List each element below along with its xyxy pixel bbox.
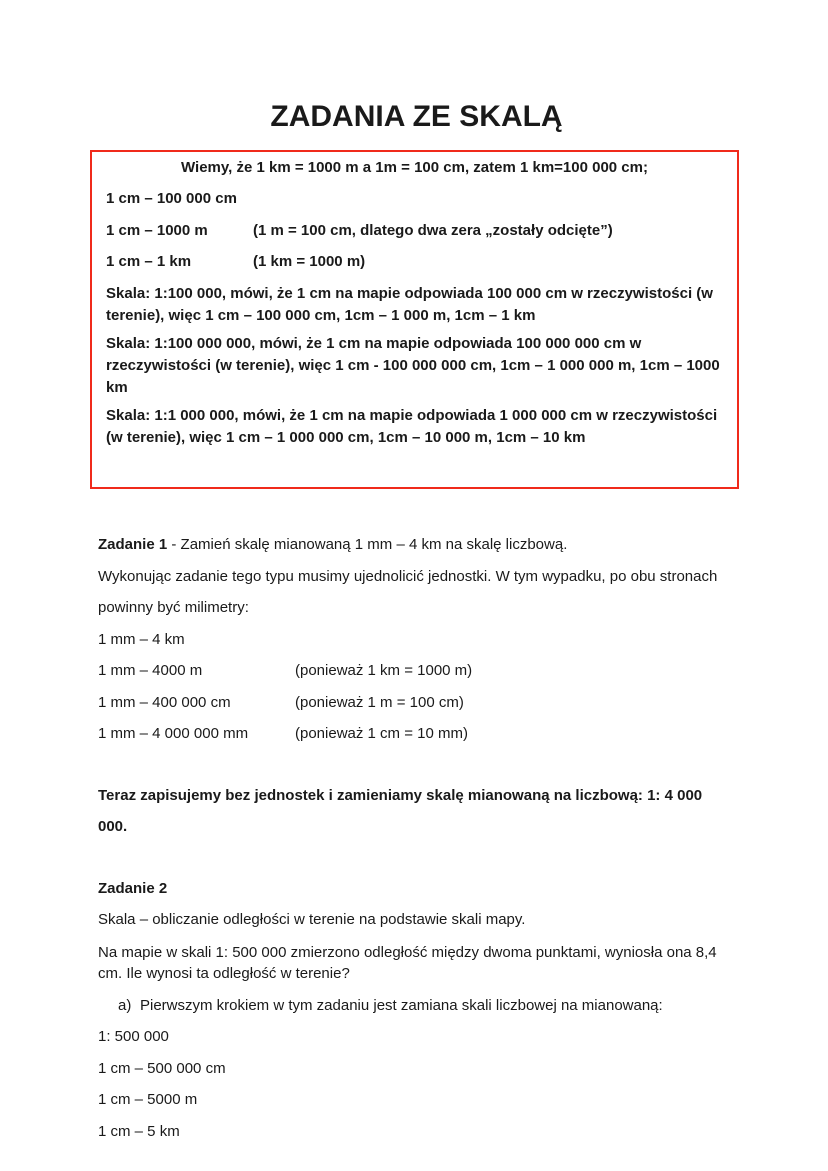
equivalence-note: (1 m = 100 cm, dlatego dwa zera „zostały odcięte”): [253, 221, 613, 239]
conversion-row: [98, 624, 735, 656]
page-title: ZADANIA ZE SKALĄ: [270, 100, 563, 133]
equivalence-note: (1 km = 1000 m): [253, 252, 366, 270]
task2-step: 1 cm – 5 km: [98, 1122, 180, 1140]
conversion-row: [98, 655, 735, 687]
conversion-note: (ponieważ 1 m = 100 cm): [295, 693, 464, 711]
scale-info-box: [90, 150, 739, 489]
equivalence-term: 1 cm – 100 000 cm: [106, 190, 237, 208]
task2-step: 1: 500 000: [98, 1028, 169, 1046]
task2-label: Zadanie 2: [98, 879, 168, 897]
task1-conclusion: Teraz zapisujemy bez jednostek i zamieniamy skalę mianowaną na liczbową: 1: 4 000 000.: [98, 786, 703, 836]
task2-step-a-text: Pierwszym krokiem w tym zadaniu jest zamiana skali liczbowej na mianowaną:: [140, 996, 663, 1014]
scale-paragraph: Skala: 1:1 000 000, mówi, że 1 cm na mapie odpowiada 1 000 000 cm w rzeczywistości (w terenie), więc 1 cm – 1 000 000 cm, 1cm – 10 000 m, 1cm – 10 km: [106, 407, 718, 447]
task1-section: [98, 529, 735, 843]
task1-heading: [98, 529, 735, 561]
conversion-term: 1 mm – 4 km: [98, 630, 185, 648]
task2-section: [98, 873, 735, 1148]
conversion-row: [98, 687, 735, 719]
conversion-term: 1 mm – 4 000 000 mm: [98, 725, 249, 743]
conversion-row: [98, 718, 735, 750]
info-box-heading: Wiemy, że 1 km = 1000 m a 1m = 100 cm, zatem 1 km=100 000 cm;: [181, 159, 648, 176]
equivalence-term: 1 cm – 1 km: [106, 252, 192, 270]
conversion-note: (ponieważ 1 km = 1000 m): [295, 662, 473, 680]
conversion-term: 1 mm – 400 000 cm: [98, 693, 231, 711]
list-marker-a: a): [118, 996, 132, 1014]
conversion-note: (ponieważ 1 cm = 10 mm): [295, 725, 468, 743]
task2-step: 1 cm – 5000 m: [98, 1091, 198, 1109]
task2-problem: Na mapie w skali 1: 500 000 zmierzono odległość między dwoma punktami, wyniosła ona 8,4 cm. Ile wynosi ta odległość w terenie?: [98, 943, 717, 982]
equivalence-row: [106, 189, 723, 209]
task2-step-a: [98, 990, 735, 1022]
equivalence-term: 1 cm – 1000 m: [106, 221, 208, 239]
task1-title-rest: - Zamień skalę mianowaną 1 mm – 4 km na skalę liczbową.: [167, 536, 568, 554]
conversion-term: 1 mm – 4000 m: [98, 662, 203, 680]
task2-subtitle: Skala – obliczanie odległości w terenie na podstawie skali mapy.: [98, 911, 526, 929]
task1-intro: Wykonując zadanie tego typu musimy ujednolicić jednostki. W tym wypadku, po obu stronach powinny być milimetry:: [98, 567, 718, 617]
equivalence-row: [106, 221, 723, 241]
scale-paragraph: Skala: 1:100 000 000, mówi, że 1 cm na mapie odpowiada 100 000 000 cm w rzeczywistości (w terenie), więc 1 cm - 100 000 000 cm, 1cm – 1 000 000 m, 1cm – 1000 km: [106, 335, 720, 397]
task2-step: 1 cm – 500 000 cm: [98, 1059, 226, 1077]
equivalence-row: [106, 252, 723, 272]
task1-label: Zadanie 1: [98, 536, 168, 554]
scale-paragraph: Skala: 1:100 000, mówi, że 1 cm na mapie odpowiada 100 000 cm w rzeczywistości (w terenie), więc 1 cm – 100 000 cm, 1cm – 1 000 m, 1cm – 1 km: [106, 285, 713, 325]
